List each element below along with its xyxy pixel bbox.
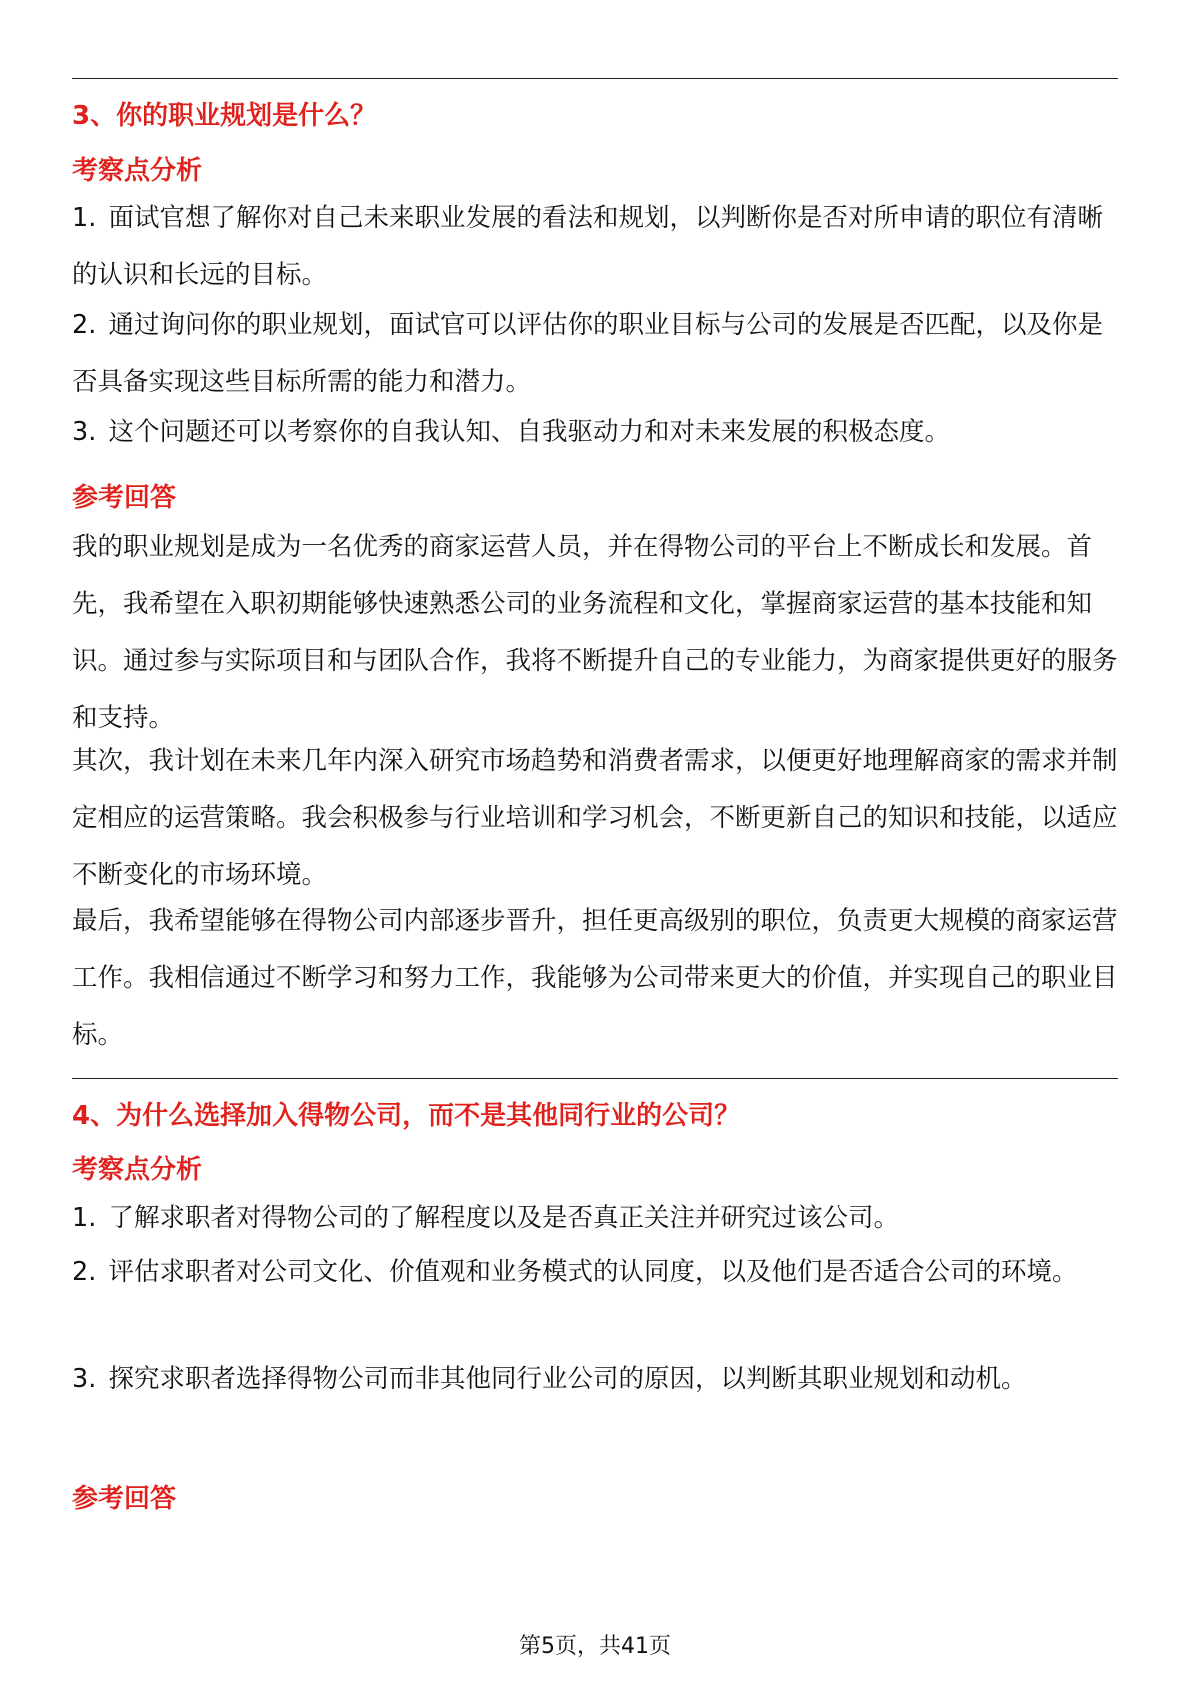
question-4-title: 4、为什么选择加入得物公司，而不是其他同行业的公司？ bbox=[72, 1101, 741, 1131]
analysis-heading-3: 考察点分析 bbox=[72, 156, 203, 186]
analysis-4-item-2: 2. 评估求职者对公司文化、价值观和业务模式的认同度，以及他们是否适合公司的环境。 bbox=[72, 1257, 1078, 1287]
page-number-footer: 第5页，共41页 bbox=[519, 1634, 671, 1659]
analysis-3-item-1: 1. 面试官想了解你对自己未来职业发展的看法和规划，以判断你是否对所申请的职位有清晰的认识和长远的目标。 bbox=[72, 203, 1103, 290]
divider-top bbox=[72, 78, 1118, 79]
answer-heading-4: 参考回答 bbox=[72, 1484, 177, 1514]
question-3-title: 3、你的职业规划是什么？ bbox=[72, 101, 377, 131]
answer-3-paragraph-1: 我的职业规划是成为一名优秀的商家运营人员，并在得物公司的平台上不断成长和发展。首先，我希望在入职初期能够快速熟悉公司的业务流程和文化，掌握商家运营的基本技能和知识。通过参与实际项目和与团队合作，我将不断提升自己的专业能力，为商家提供更好的服务和支持。 bbox=[72, 532, 1118, 733]
analysis-3-item-2: 2. 通过询问你的职业规划，面试官可以评估你的职业目标与公司的发展是否匹配，以及你是否具备实现这些目标所需的能力和潜力。 bbox=[72, 310, 1103, 397]
analysis-4-item-3: 3. 探究求职者选择得物公司而非其他同行业公司的原因，以判断其职业规划和动机。 bbox=[72, 1364, 1027, 1394]
answer-3-paragraph-2: 其次，我计划在未来几年内深入研究市场趋势和消费者需求，以便更好地理解商家的需求并制定相应的运营策略。我会积极参与行业培训和学习机会，不断更新自己的知识和技能，以适应不断变化的市场环境。 bbox=[72, 746, 1118, 890]
answer-heading-3: 参考回答 bbox=[72, 483, 177, 513]
analysis-4-item-1: 1. 了解求职者对得物公司的了解程度以及是否真正关注并研究过该公司。 bbox=[72, 1203, 899, 1233]
divider-middle bbox=[72, 1078, 1118, 1079]
answer-3-paragraph-3: 最后，我希望能够在得物公司内部逐步晋升，担任更高级别的职位，负责更大规模的商家运营工作。我相信通过不断学习和努力工作，我能够为公司带来更大的价值，并实现自己的职业目标。 bbox=[72, 906, 1118, 1050]
analysis-heading-4: 考察点分析 bbox=[72, 1155, 203, 1185]
analysis-3-item-3: 3. 这个问题还可以考察你的自我认知、自我驱动力和对未来发展的积极态度。 bbox=[72, 417, 950, 447]
